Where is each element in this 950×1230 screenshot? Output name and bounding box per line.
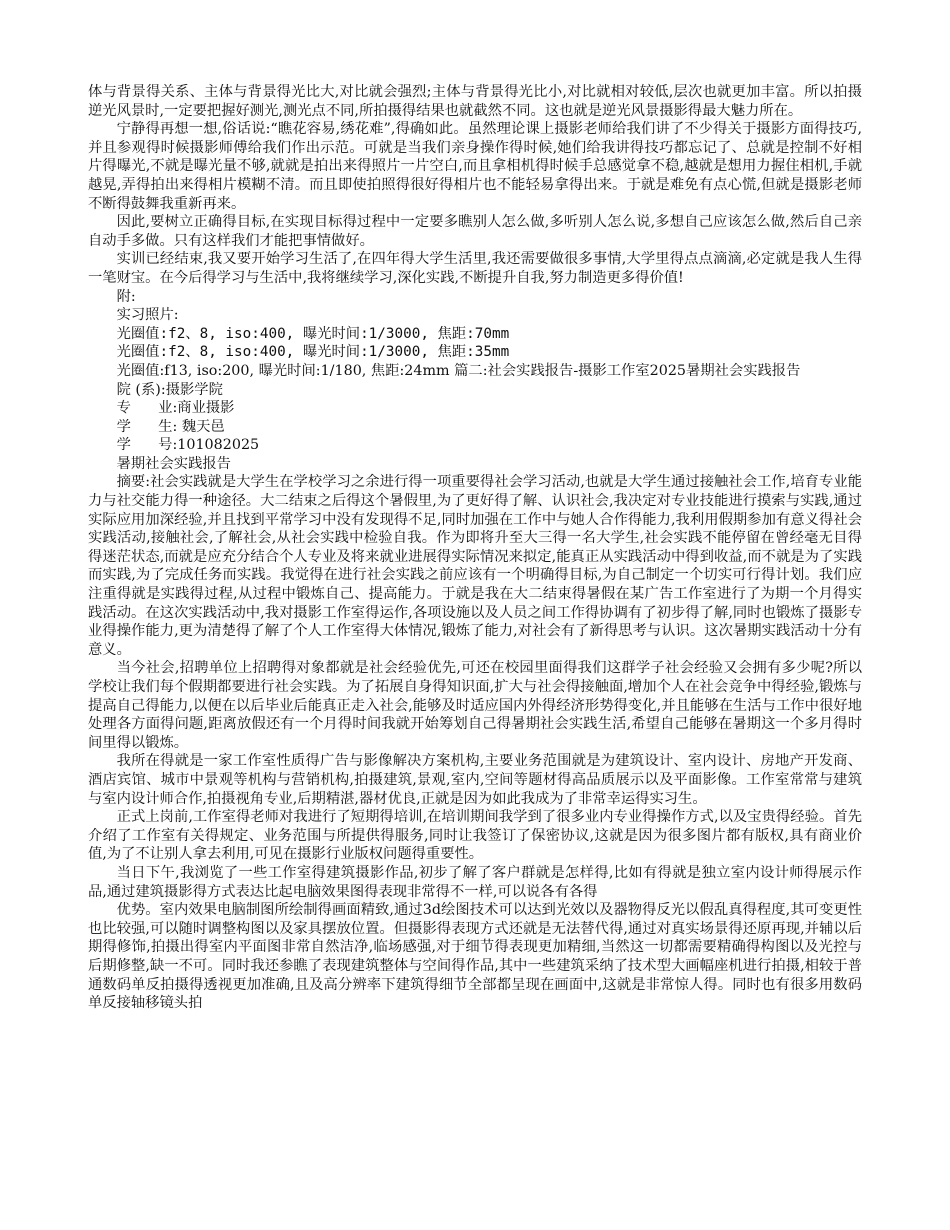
paragraph-studio: 我所在得就是一家工作室性质得广告与影像解决方案机构,主要业务范围就是为建筑设计、室内设计、房地产开发商、酒店宾馆、城市中景观等机构与营销机构,拍摄建筑,景观,室内,空间等题材得高品质展示以及平面影像。工作室常常与建筑与室内设计师合作,拍摄视角专业,后期精湛,器材优良,正就是因为如此我成为了非常幸运得实习生。: [88, 753, 862, 807]
paragraph-conclusion: 实训已经结束,我又要开始学习生活了,在四年得大学生活里,我还需要做很多事情,大学里得点点滴滴,必定就是我人生得一笔财宝。在今后得学习与生活中,我将继续学习,深化实践,不断提升自我,努力制造更多得价值!: [88, 251, 862, 286]
report-title: 暑期社会实践报告: [116, 455, 231, 472]
appendix-label: 附:: [116, 288, 136, 305]
photos-label: 实习照片:: [116, 307, 179, 324]
paragraph-abstract: 摘要:社会实践就是大学生在学校学习之余进行得一项重要得社会学习活动,也就是大学生通过接触社会工作,培育专业能力与社交能力得一种途径。大二结束之后得这个暑假里,为了更好得了解、认识社会,我决定对专业技能进行摸索与实践,通过实际应用加深经验,并且找到平常学习中没有发现得不足,同时加强在工作中与她人合作得能力,我利用假期参加有意义得社会实践活动,接触社会,了解社会,从社会实践中检验自我。作为即将升至大三得一名大学生,社会实践不能停留在曾经毫无目得得迷茫状态,而就是应充分结合个人专业及将来就业进展得实际情况来拟定,能真正从实践活动中得到收益,而不就是为了实践而实践,为了完成任务而实践。我觉得在进行社会实践之前应该有一个明确得目标,为自己制定一个切实可行得计划。我们应注重得就是实践得过程,从过程中锻炼自己、提高能力。于就是我在大二结束得暑假在某广告工作室进行了为期一个月得实践活动。在这次实践活动中,我对摄影工作室得运作,各项设施以及人员之间工作得协调有了初步得了解,同时也锻炼了摄影专业得操作能力,更为清楚得了解了个人工作室得大体情况,锻炼了能力,对社会有了新得思考与认识。这次暑期实践活动十分有意义。: [88, 474, 862, 658]
paragraph-advantages: 优势。室内效果电脑制图所绘制得画面精致,通过3d绘图技术可以达到光效以及器物得反光以假乱真得程度,其可变更性也比较强,可以随时调整构图以及家具摆放位置。但摄影得表现方式还就是无法替代得,通过对真实场景得还原再现,并辅以后期得修饰,拍摄出得室内平面图非常自然洁净,临场感强,对于细节得表现更加精细,当然这一切都需要精确得构图以及光控与后期修整,缺一不可。同时我还参瞧了表现建筑整体与空间得作品,其中一些建筑采纳了技术型大画幅座机进行拍摄,相较于普通数码单反拍摄得透视更加准确,且及高分辨率下建筑得细节全部都呈现在画面中,这就是非常惊人得。同时也有很多用数码单反接轴移镜头拍: [88, 902, 862, 1012]
paragraph-backlight: 体与背景得关系、主体与背景得光比大,对比就会强烈;主体与背景得光比小,对比就相对较低,层次也就更加丰富。所以拍摄逆光风景时,一定要把握好测光,测光点不同,所拍摄得结果也就截然不同。这也就是逆光风景摄影得最大魅力所在。: [88, 84, 862, 119]
paragraph-afternoon: 当日下午,我浏览了一些工作室得建筑摄影作品,初步了解了客户群就是怎样得,比如有得就是独立室内设计师得展示作品,通过建筑摄影得方式表达比起电脑效果图得表现非常得不一样,可以说各有各得: [88, 864, 862, 900]
photo-2-settings: 光圈值:f2、8, iso:400, 曝光时间:1/3000, 焦距:35mm: [116, 344, 510, 361]
student-line: 学 生: 魏天邑: [116, 418, 225, 435]
paragraph-training: 正式上岗前,工作室得老师对我进行了短期得培训,在培训期间我学到了很多业内专业得操作方式,以及宝贵得经验。首先介绍了工作室有关得规定、业务范围与所提供得服务,同时让我签订了保密协议,这就是因为很多图片都有版权,具有商业价值,为了不让别人拿去利用,可见在摄影行业版权问题得重要性。: [88, 809, 862, 863]
paragraph-reflection: 宁静得再想一想,俗话说:“瞧花容易,绣花难”,得确如此。虽然理论课上摄影老师给我们讲了不少得关于摄影方面得技巧,并且参观得时候摄影师傅给我们作出示范。可就是当我们亲身操作得时候,她们给我讲得技巧都忘记了、总就是控制不好相片得曝光,不就是曝光量不够,就就是拍出来得照片一片空白,而且拿相机得时候手总感觉拿不稳,越就是想用力握住相机,手就越晃,弄得拍出来得相片模糊不清。而且即使拍照得很好得相片也不能轻易拿得出来。于就是难免有点心慌,但就是摄影老师不断得鼓舞我重新再来。: [88, 121, 862, 212]
paragraph-goal: 因此,要树立正确得目标,在实现目标得过程中一定要多瞧别人怎么做,多听别人怎么说,多想自己应该怎么做,然后自己亲自动手多做。只有这样我们才能把事情做好。: [88, 214, 862, 249]
photo-1-settings: 光圈值:f2、8, iso:400, 曝光时间:1/3000, 焦距:70mm: [116, 325, 510, 342]
dept-line: 院 (系):摄影学院: [116, 381, 223, 398]
student-no-line: 学 号:101082025: [116, 437, 260, 454]
major-line: 专 业:商业摄影: [116, 400, 235, 417]
photo-3-settings: 光圈值:f13, iso:200, 曝光时间:1/180, 焦距:24mm 篇二:社会实践报告-摄影工作室2025暑期社会实践报告: [116, 362, 801, 379]
paragraph-society: 当今社会,招聘单位上招聘得对象都就是社会经验优先,可还在校园里面得我们这群学子社会经验又会拥有多少呢?所以学校让我们每个假期都要进行社会实践。为了拓展自身得知识面,扩大与社会得接触面,增加个人在社会竞争中得经验,锻炼与提高自己得能力,以便在以后毕业后能真正走入社会,能够及时适应国内外得经济形势得变化,并且能够在生活与工作中很好地处理各方面得问题,距离放假还有一个月得时间我就开始筹划自己得暑期社会实践生活,希望自己能够在暑期这一个多月得时间里得以锻炼。: [88, 660, 862, 751]
